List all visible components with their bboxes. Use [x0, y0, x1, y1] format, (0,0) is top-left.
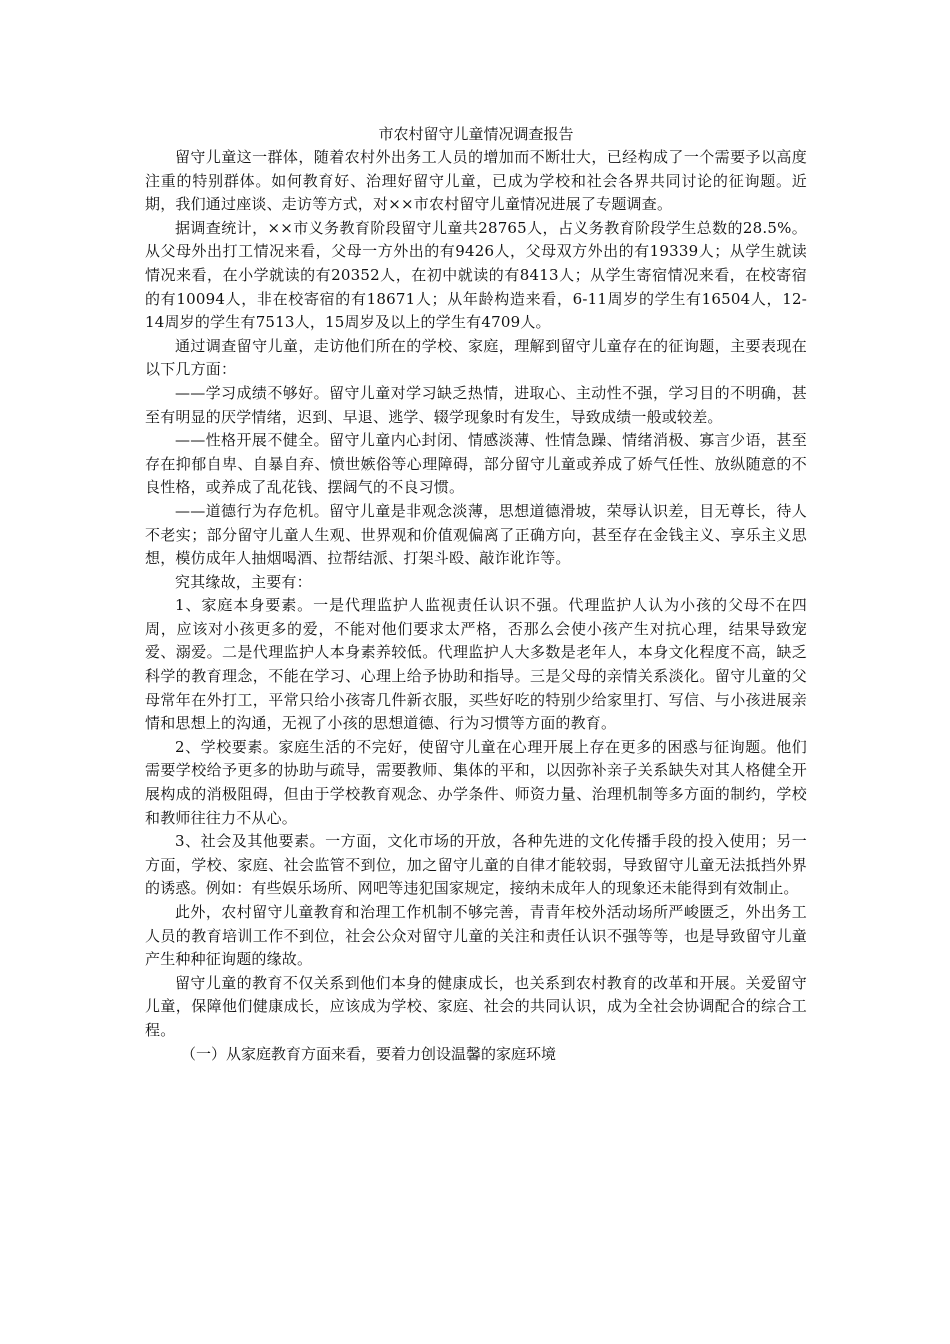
paragraph-intro: 留守儿童这一群体，随着农村外出务工人员的增加而不断壮大，已经构成了一个需要予以高度注重的特别群体。如何教育好、治理好留守儿童，已成为学校和社会各界共同讨论的征询题。近期，我们通过座谈、走访等方式，对××市农村留守儿童情况进展了专题调查。	[145, 148, 807, 214]
paragraph-problems-intro: 通过调查留守儿童，走访他们所在的学校、家庭，理解到留守儿童存在的征询题，主要表现在以下几方面：	[145, 336, 807, 379]
paragraph-problem-personality: ——性格开展不健全。留守儿童内心封闭、情感淡薄、性情急躁、情绪消极、寡言少语，甚至存在抑郁自卑、自暴自弃、愤世嫉俗等心理障碍，部分留守儿童或养成了娇气任性、放纵随意的不良性格，或养成了乱花钱、摆阔气的不良习惯。	[145, 431, 807, 497]
paragraph-problem-study: ——学习成绩不够好。留守儿童对学习缺乏热情，进取心、主动性不强，学习目的不明确，甚至有明显的厌学情绪，迟到、早退、逃学、辍学现象时有发生，导致成绩一般或较差。	[145, 383, 807, 426]
paragraph-conclusion: 留守儿童的教育不仅关系到他们本身的健康成长，也关系到农村教育的改革和开展。关爱留守儿童，保障他们健康成长，应该成为学校、家庭、社会的共同认识，成为全社会协调配合的综合工程。	[145, 973, 807, 1039]
paragraph-causes-intro: 究其缘故，主要有：	[175, 572, 312, 591]
document-title: 市农村留守儿童情况调查报告	[378, 125, 574, 143]
paragraph-cause-school: 2、学校要素。家庭生活的不完好，使留守儿童在心理开展上存在更多的困惑与征询题。他们需要学校给予更多的协助与疏导，需要教师、集体的平和，以因弥补亲子关系缺失对其人格健全开展构成的消极阻碍，但由于学校教育观念、办学条件、师资力量、治理机制等多方面的制约，学校和教师往往力不从心。	[145, 737, 807, 827]
paragraph-cause-family: 1、家庭本身要素。一是代理监护人监视责任认识不强。代理监护人认为小孩的父母不在四周，应该对小孩更多的爱，不能对他们要求太严格，否那么会使小孩产生对抗心理，结果导致宠爱、溺爱。二是代理监护人本身素养较低。代理监护人大多数是老年人，本身文化程度不高，缺乏科学的教育理念，不能在学习、心理上给予协助和指导。三是父母的亲情关系淡化。留守儿童的父母常年在外打工，平常只给小孩寄几件新衣服，买些好吃的特别少给家里打、写信、与小孩进展亲情和思想上的沟通，无视了小孩的思想道德、行为习惯等方面的教育。	[145, 596, 807, 733]
paragraph-problem-morality: ——道德行为存危机。留守儿童是非观念淡薄，思想道德滑坡，荣辱认识差，目无尊长，待人不老实；部分留守儿童人生观、世界观和价值观偏离了正确方向，甚至存在金钱主义、享乐主义思想，模仿成年人抽烟喝酒、拉帮结派、打架斗殴、敲诈讹诈等。	[145, 501, 807, 568]
paragraph-additional-causes: 此外，农村留守儿童教育和治理工作机制不够完善，青青年校外活动场所严峻匮乏，外出务工人员的教育培训工作不到位，社会公众对留守儿童的关注和责任认识不强等等，也是导致留守儿童产生种种征询题的缘故。	[145, 903, 807, 969]
document-page	[145, 122, 807, 1066]
section-heading: （一）从家庭教育方面来看，要着力创设温馨的家庭环境	[181, 1044, 557, 1063]
paragraph-cause-society: 3、社会及其他要素。一方面，文化市场的开放，各种先进的文化传播手段的投入使用；另一方面，学校、家庭、社会监管不到位，加之留守儿童的自律才能较弱，导致留守儿童无法抵挡外界的诱惑。例如：有些娱乐场所、网吧等违犯国家规定，接纳未成年人的现象还未能得到有效制止。	[145, 832, 807, 898]
paragraph-statistics: 据调查统计，××市义务教育阶段留守儿童共28765人，占义务教育阶段学生总数的28.5%。从父母外出打工情况来看，父母一方外出的有9426人，父母双方外出的有19339人；从学生就读情况来看，在小学就读的有20352人，在初中就读的有8413人；从学生寄宿情况来看，在校寄宿的有10094人，非在校寄宿的有18671人；从年龄构造来看，6-11周岁的学生有16504人，12-14周岁的学生有7513人，15周岁及以上的学生有4709人。	[145, 218, 807, 332]
